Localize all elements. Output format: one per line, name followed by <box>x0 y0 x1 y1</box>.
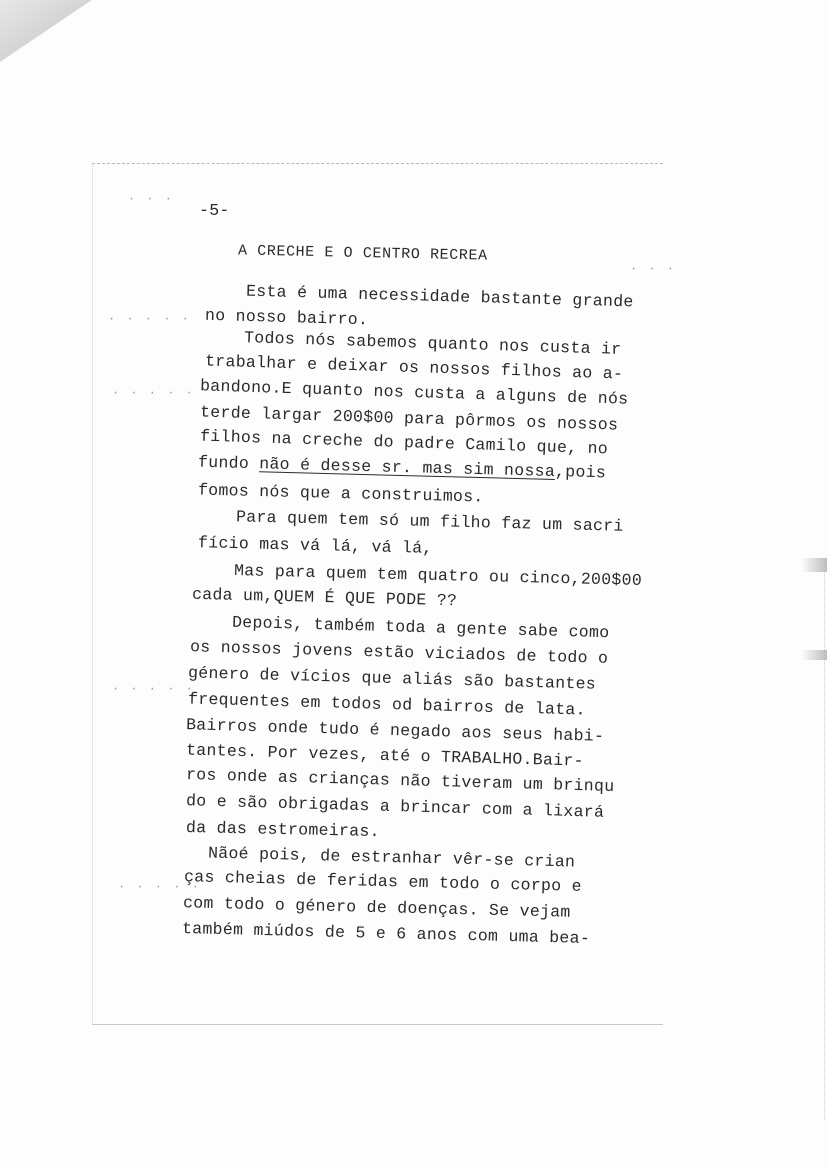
text-line: Para quem tem só um filho faz um sacri <box>235 507 624 536</box>
text-line: género de vícios que aliás são bastantes <box>187 663 597 694</box>
scan-speckle: · · · · · <box>108 312 191 326</box>
text-segment: ,pois <box>554 462 607 483</box>
text-line: Mas para quem tem quatro ou cinco,200$00 <box>233 561 643 590</box>
scan-speckle: · · · · · <box>112 386 195 400</box>
scan-speckle: · · · · · <box>112 682 195 696</box>
page-number: -5- <box>199 201 230 220</box>
text-line: frequentes em todos od bairros de lata. <box>187 689 587 720</box>
text-line: tantes. Por vezes, até o TRABALHO.Bair- <box>185 740 585 771</box>
text-line: ças cheias de feridas em todo o corpo e <box>183 867 583 896</box>
page-edge-line <box>823 560 825 1120</box>
text-segment: fundo <box>197 452 260 474</box>
text-line: fomos nós que a construimos. <box>197 480 484 507</box>
text-line: Depois, também toda a gente sabe como <box>231 612 610 643</box>
text-line: Todos nós sabemos quanto nos custa ir <box>243 328 622 359</box>
text-line: também miúdos de 5 e 6 anos com uma bea- <box>181 919 591 948</box>
text-line: Nãoé pois, de estranhar vêr-se crian <box>207 843 576 872</box>
text-line: do e são obrigadas a brincar com a lixará <box>185 791 605 822</box>
page-edge-mark <box>801 558 827 572</box>
text-line: Bairros onde tudo é negado aos seus habi- <box>185 715 605 746</box>
folded-corner <box>0 0 95 72</box>
text-line: os nossos jovens estão viciados de todo o <box>189 637 609 668</box>
text-line: terde largar 200$00 para pôrmos os nossos <box>199 402 619 435</box>
scan-speckle: · · · <box>630 262 677 276</box>
text-line: ros onde as crianças não tiveram um brinqu <box>185 765 615 796</box>
scan-speckle: · · · · · <box>118 880 201 894</box>
text-line: Esta é uma necessidade bastante grande <box>245 281 634 312</box>
text-line: com todo o género de doenças. Se vejam <box>182 893 571 922</box>
page-edge-mark <box>801 650 827 660</box>
scan-speckle: · · · <box>128 192 175 206</box>
text-line: da das estromeiras. <box>185 817 381 842</box>
text-line: bandono.E quanto nos custa a alguns de nós <box>199 376 629 409</box>
text-line: filhos na creche do padre Camilo que, no <box>199 426 609 459</box>
text-line: no nosso bairro. <box>204 305 369 330</box>
text-line: trabalhar e deixar os nossos filhos ao a- <box>204 351 624 384</box>
text-line: fício mas vá lá, vá lá, <box>197 533 433 558</box>
text-line: cada um,QUEM É QUE PODE ?? <box>191 584 458 611</box>
document-title: A CRECHE E O CENTRO RECREA <box>237 242 488 265</box>
underlined-phrase: não é desse sr. mas sim nossa <box>259 454 556 482</box>
